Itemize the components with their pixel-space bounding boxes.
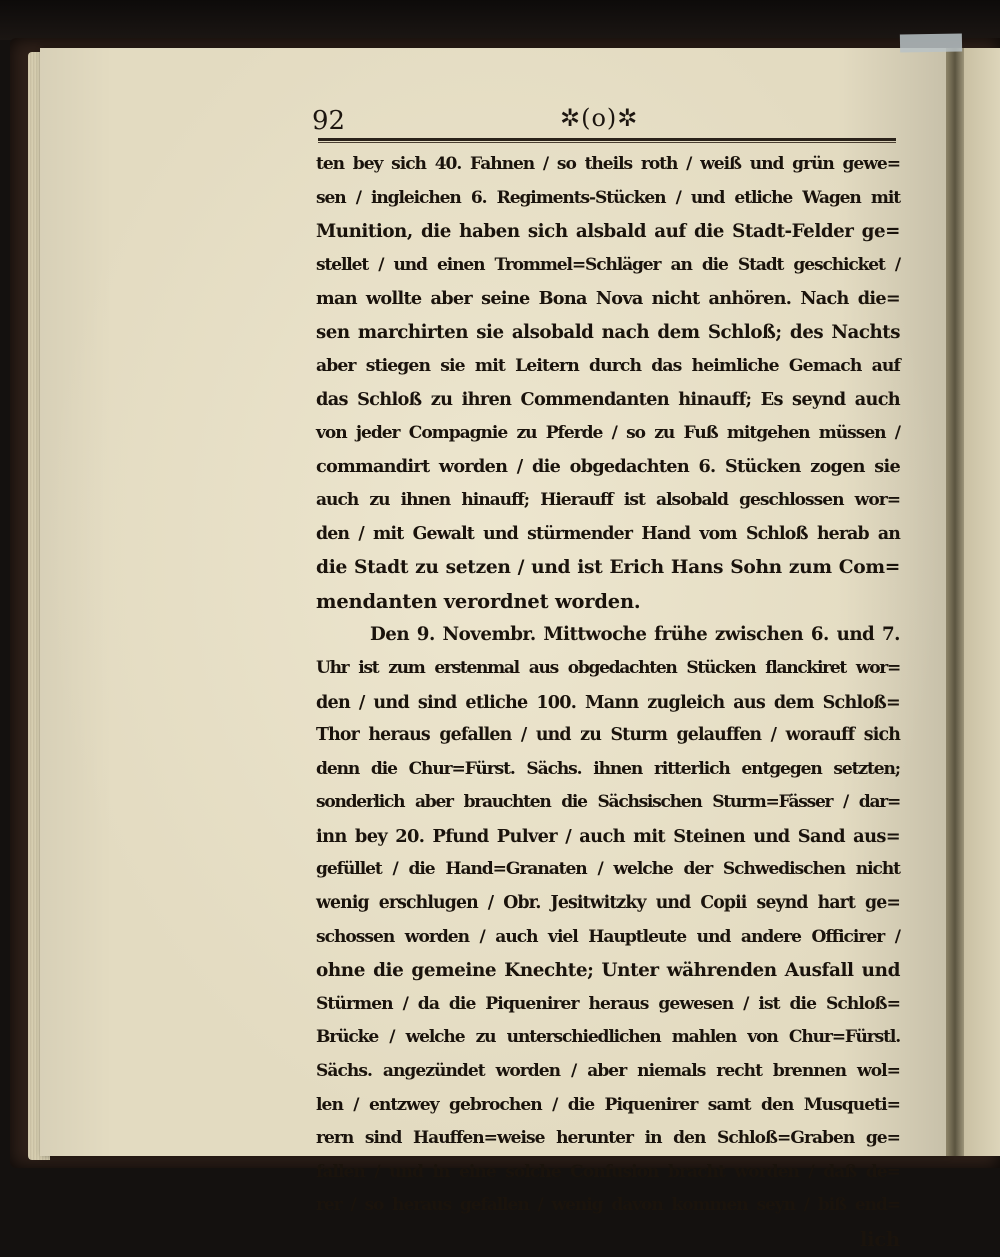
facing-page xyxy=(964,48,1000,1156)
text-line: Uhr ist zum erstenmal aus obgedachten Stücken flanckiret wor= xyxy=(316,657,900,678)
text-line: fallen / und in eine solche Confusion bracht worden / daß de= xyxy=(316,1161,900,1182)
text-line: man wollte aber seine Bona Nova nicht anhören. Nach die= xyxy=(316,288,900,310)
text-line: die Stadt zu setzen / und ist Erich Hans Sohn zum Com= xyxy=(316,557,900,579)
text-line: sen marchirten sie alsobald nach dem Schloß; des Nachts xyxy=(316,321,900,343)
text-line: sonderlich aber brauchten die Sächsischen Sturm=Fässer / dar= xyxy=(316,792,900,813)
text-line: den / mit Gewalt und stürmender Hand vom Schloß herab an xyxy=(316,523,900,544)
text-line: denn die Chur=Fürst. Sächs. ihnen ritterlich entgegen setzten; xyxy=(316,758,900,779)
text-line: Thor heraus gefallen / und zu Sturm gelauffen / worauff sich xyxy=(316,725,900,746)
text-line: schossen worden / auch viel Hauptleute und andere Officirer / xyxy=(316,926,900,947)
text-line: Brücke / welche zu unterschiedlichen mahlen von Chur=Fürstl. xyxy=(316,1027,900,1048)
text-line: len / entzwey gebrochen / die Piquenirer samt den Musqueti= xyxy=(316,1094,900,1115)
text-line: stellet / und einen Trommel=Schläger an die Stadt geschicket / xyxy=(316,254,900,275)
text-line: Sächs. angezündet worden / aber niemals recht brennen wol= xyxy=(316,1061,900,1082)
text-line: ohne die gemeine Knechte; Unter währenden Ausfall und xyxy=(316,960,900,982)
text-line: commandirt worden / die obgedachten 6. Stücken zogen sie xyxy=(316,456,900,478)
text-line: rern sind Hauffen=weise herunter in den Schloß=Graben ge= xyxy=(316,1128,900,1149)
book-gutter xyxy=(946,48,964,1156)
text-line: gefüllet / die Hand=Granaten / welche der Schwedischen nicht xyxy=(316,859,900,880)
text-line: inn bey 20. Pfund Pulver / auch mit Steinen und Sand aus= xyxy=(316,825,900,847)
text-line: ten bey sich 40. Fahnen / so theils roth / weiß und grün gewe= xyxy=(316,154,900,174)
catchword: lich xyxy=(859,1228,900,1251)
page-number: 92 xyxy=(312,106,346,136)
text-line: das Schloß zu ihren Commendanten hinauff; Es seynd auch xyxy=(316,389,900,411)
text-line: aber stiegen sie mit Leitern durch das heimliche Gemach auf xyxy=(316,355,900,376)
text-line: mendanten verordnet worden. xyxy=(316,589,641,613)
tape-strip xyxy=(900,33,962,52)
background-top xyxy=(0,0,1000,40)
text-line: rer / so heraus gefallen / wenig davon kommen seyn / biß end= xyxy=(316,1195,900,1216)
text-line: wenig erschlugen / Obr. Jesitwitzky und Copii seynd hart ge= xyxy=(316,893,900,914)
text-line: den / und sind etliche 100. Mann zugleich aus dem Schloß= xyxy=(316,691,900,713)
text-line: auch zu ihnen hinauff; Hierauff ist alsobald geschlossen wor= xyxy=(316,489,900,510)
text-line: Munition, die haben sich alsbald auf die Stadt-Felder ge= xyxy=(316,221,900,243)
page-text xyxy=(316,148,900,1257)
header-rule xyxy=(318,138,896,141)
text-line: Stürmen / da die Piquenirer heraus gewesen / ist die Schloß= xyxy=(316,993,900,1014)
text-line: sen / ingleichen 6. Regiments-Stücken / und etliche Wagen mit xyxy=(316,187,900,208)
text-line: von jeder Compagnie zu Pferde / so zu Fuß mitgehen müssen / xyxy=(316,422,900,443)
text-line: Den 9. Novembr. Mittwoche frühe zwischen 6. und 7. xyxy=(370,624,900,646)
header-ornament: ✲(o)✲ xyxy=(560,104,639,132)
